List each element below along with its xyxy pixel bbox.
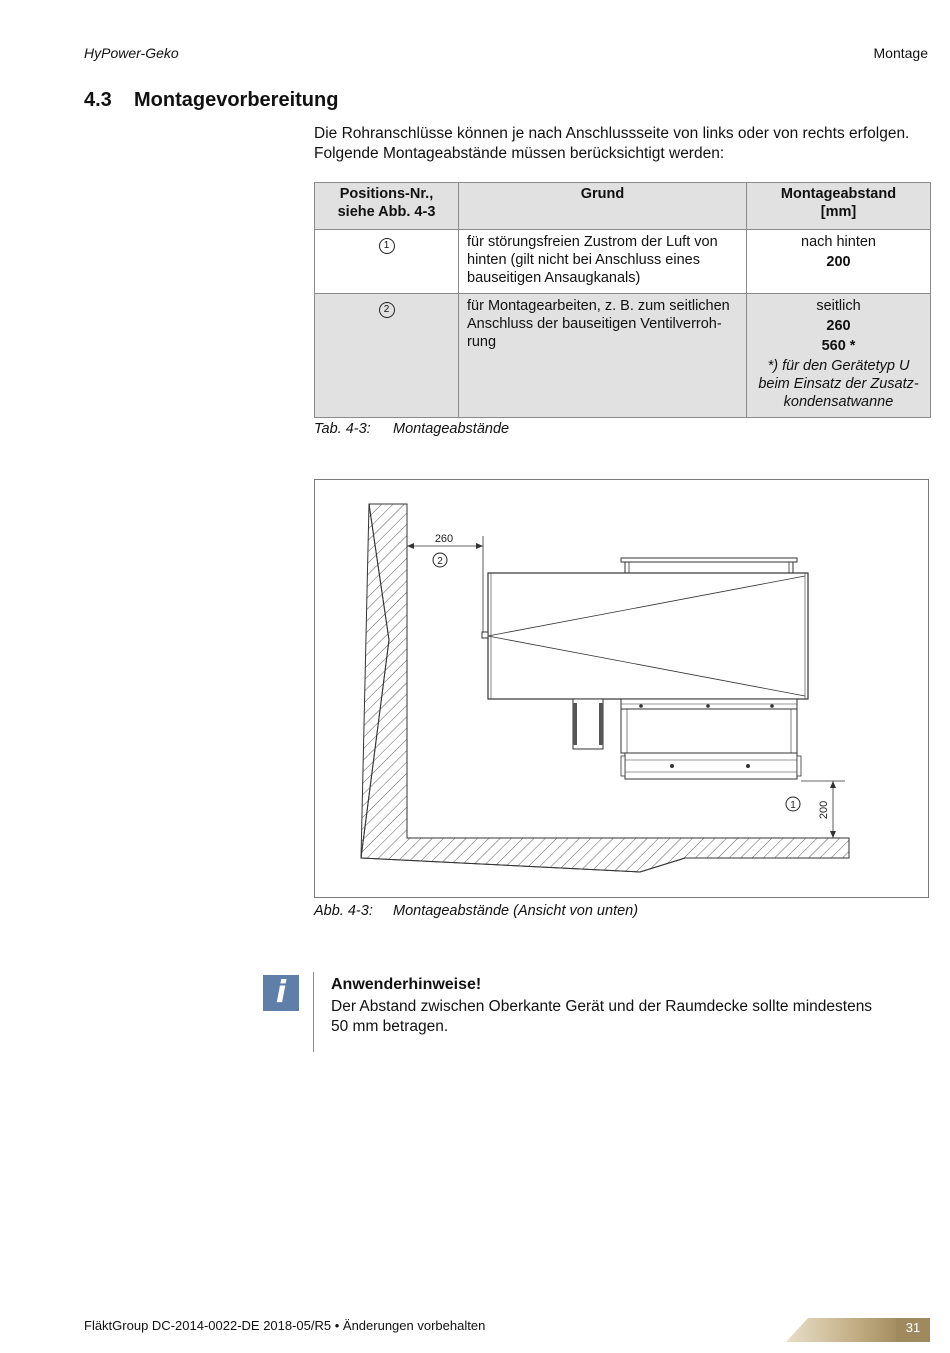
row-distance [747,294,931,418]
note-line-1: Der Abstand zwischen Oberkante Gerät und der Raumdecke sollte mindestens [331,998,873,1015]
marker-side-number: 2 [437,556,443,567]
distance-direction: nach hinten [801,234,876,250]
row-distance [747,230,931,294]
header-product: HyPower-Geko [84,45,179,61]
table-caption [314,421,509,437]
row-position [315,230,459,294]
position-marker: 1 [379,238,395,254]
note-line-2: 50 mm betragen. [331,1018,449,1035]
section-heading [84,89,338,112]
dim-side-label: 260 [434,533,454,545]
reason-line: Anschluss der bauseitigen Ventilverroh- [467,316,722,332]
row-reason [459,230,747,294]
intro-text [314,124,934,164]
footnote-line: beim Einsatz der Zusatz- [758,376,919,392]
reason-line: rung [467,334,497,350]
intro-line-2: Folgende Montageabstände müssen berücksichtigt werden: [314,145,725,162]
distance-value: 200 [826,254,851,270]
header-distance [747,183,931,230]
dim-back-label: 200 [818,800,830,820]
valve-box [573,699,603,749]
header-position-line-2: siehe Abb. 4-3 [337,204,436,220]
header-position [315,183,459,230]
table-caption-label: Tab. 4-3: [314,421,371,437]
footnote-line: *) für den Gerätetyp U [767,358,910,374]
row-position [315,294,459,418]
pipe-connection [482,632,488,638]
distance-footnote [755,357,922,411]
unit-top-flange [621,558,797,562]
table-row [315,294,931,418]
figure-caption-label: Abb. 4-3: [314,903,373,919]
note-text [331,997,921,1037]
footnote-line: kondensatwanne [783,394,894,410]
header-distance-line-1: Montageabstand [780,186,897,202]
note-title: Anwenderhinweise! [331,976,482,993]
header-reason: Grund [459,183,747,230]
condensate-tray [625,753,797,779]
reason-line: für Montagearbeiten, z. B. zum seitlichen [467,298,730,314]
unit-body [488,573,808,699]
section-number: 4.3 [84,89,112,111]
reason-line: bauseitigen Ansaugkanals) [467,270,641,286]
position-marker: 2 [379,302,395,318]
table-header-row [315,183,931,230]
header-distance-line-2: [mm] [820,204,857,220]
marker-back-number: 1 [790,800,796,811]
distance-value: 560 * [821,338,856,354]
row-reason [459,294,747,418]
distance-table [314,182,931,418]
mounting-figure [314,479,929,898]
unit-frame [621,709,797,753]
table-caption-text: Montageabstände [393,421,510,437]
figure-caption [314,903,638,919]
info-icon: i [263,975,299,1011]
header-chapter: Montage [873,45,928,61]
note-divider [313,972,314,1052]
intro-line-1: Die Rohranschlüsse können je nach Anschlussseite von links oder von rechts erfolgen. [314,125,910,142]
header-position-line-1: Positions-Nr., [339,186,434,202]
distance-direction: seitlich [816,298,861,314]
table-row [315,230,931,294]
mounting-diagram [315,480,928,897]
figure-caption-text: Montageabstände (Ansicht von unten) [393,903,639,919]
reason-line: hinten (gilt nicht bei Anschluss eines [467,252,700,268]
distance-value: 260 [826,318,851,334]
page-number: 31 [905,1320,921,1335]
reason-line: für störungsfreien Zustrom der Luft von [467,234,718,250]
footer-text: FläktGroup DC-2014-0022-DE 2018-05/R5 • Änderungen vorbehalten [84,1318,486,1333]
section-title: Montagevorbereitung [134,89,339,111]
